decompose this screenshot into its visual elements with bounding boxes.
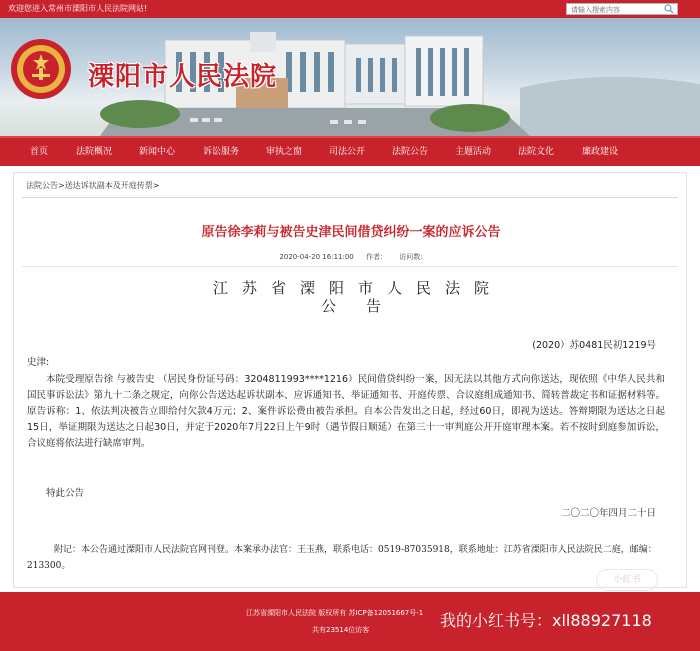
watermark-text: 我的小红书号：xll88927118 xyxy=(440,611,652,630)
notice-heading: 公告 xyxy=(320,297,411,315)
addressee: 史津: xyxy=(27,357,50,368)
publish-date: 2020-04-20 16:11:00 xyxy=(279,253,354,261)
nav-item-theme-activities[interactable]: 主题活动 xyxy=(455,147,492,157)
nav-item-court-notices[interactable]: 法院公告 xyxy=(392,147,429,157)
main-navigation xyxy=(0,136,700,166)
sign-date: 二〇二〇年四月二十日 xyxy=(560,508,656,519)
nav-item-court-culture[interactable]: 法院文化 xyxy=(518,147,555,157)
nav-item-news-center[interactable]: 新闻中心 xyxy=(139,147,176,157)
nav-item-court-overview[interactable]: 法院概况 xyxy=(76,147,113,157)
notice-body: 本院受理原告徐 与被告史 （居民身份证号码：3204811993****1216）民间借贷纠纷一案，因无法以其他方式向你送达，现依照《中华人民共和国民事诉讼法》第九十二条之规定，向你公告送达起诉状副本、应诉通知书、举证通知书、开庭传票、合议庭组成通知书、简转普裁定书和证据材料等。原告诉称：1、依法判决被告立即给付欠款4万元；2、案件诉讼费由被告承担。自本公告发出之日起，经过60日，即视为送达。答辩期限为送达之日起15日，举证期限为送达之日起30日，并定于2020年7月22日上午9时（遇节假日顺延）在第三十一审判庭公开开庭审理本案。若不按时到庭参加诉讼，合议庭将依法进行缺席审判。 xyxy=(27,374,665,449)
closing-text: 特此公告 xyxy=(46,488,85,499)
site-banner xyxy=(0,18,700,136)
welcome-text: 欢迎您进入常州市溧阳市人民法院网站! xyxy=(8,4,148,13)
case-number: (2020）苏0481民初1219号 xyxy=(532,340,656,351)
top-bar xyxy=(0,0,700,18)
court-heading: 江苏省溧阳市人民法院 xyxy=(212,279,503,297)
nav-item-trial-execution[interactable]: 审执之窗 xyxy=(266,147,303,157)
nav-item-judicial-openness[interactable]: 司法公开 xyxy=(329,147,366,157)
views-label: 访问数: xyxy=(399,253,423,261)
court-name-title: 溧阳市人民法院 xyxy=(88,62,278,92)
nav-item-integrity[interactable]: 廉政建设 xyxy=(582,147,619,157)
nav-item-litigation-service[interactable]: 诉讼服务 xyxy=(203,147,240,157)
divider xyxy=(22,266,678,267)
visitor-count: 共有23514位访客 xyxy=(312,626,370,634)
article-panel xyxy=(13,172,687,588)
site-footer xyxy=(0,592,700,651)
nav-item-home[interactable]: 首页 xyxy=(30,147,49,157)
author-label: 作者： xyxy=(366,253,387,261)
search-icon[interactable] xyxy=(664,4,674,14)
court-emblem-logo xyxy=(10,38,72,100)
search-input[interactable]: 请输入搜索内容 xyxy=(566,3,678,15)
footnote: 附记：本公告通过溧阳市人民法院官网刊登。本案承办法官：王玉燕，联系电话：0519-87035918，联系地址：江苏省溧阳市人民法院民二庭，邮编：213300。 xyxy=(27,545,657,571)
article-title: 原告徐李莉与被告史津民间借贷纠纷一案的应诉公告 xyxy=(201,225,501,240)
article-meta xyxy=(14,252,688,262)
breadcrumb[interactable]: 法院公告>送达诉状副本及开庭传票> xyxy=(26,181,160,190)
divider xyxy=(22,197,678,198)
copyright-text: 江苏省溧阳市人民法院 版权所有 苏ICP备12051667号-1 xyxy=(246,609,424,617)
watermark-badge: 小红书 xyxy=(596,569,658,591)
